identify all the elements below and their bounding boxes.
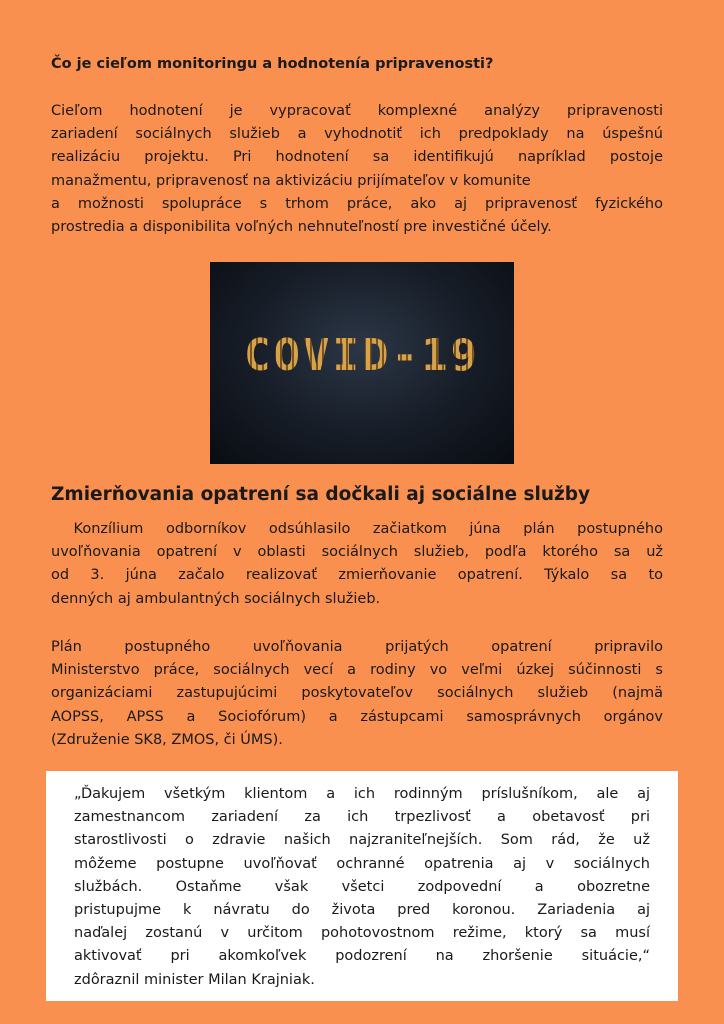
text-line: AOPSS, APSS a Sociofórum) a zástupcami samosprávnych orgánov [51, 708, 663, 725]
text-line: realizáciu projektu. Pri hodnotení sa identifikujú napríklad postoje [51, 149, 663, 166]
text-line: uvoľňovania opatrení v oblasti sociálnych služieb, podľa ktorého sa už [51, 544, 663, 561]
text-line: a možnosti spolupráce s trhom práce, ako aj pripravenosť fyzického [51, 195, 663, 212]
covid-19-photo [210, 262, 514, 464]
paragraph-relaxation [51, 518, 663, 611]
text-line: manažmentu, pripravenosť na aktivizáciu prijímateľov v komunite [51, 172, 531, 189]
text-line: starostlivosti o zdravie našich najzraniteľnejších. Som rád, že už [74, 832, 650, 849]
text-line: zdôraznil minister Milan Krajniak. [74, 971, 315, 988]
text-line: od 3. júna začalo realizovať zmierňovanie opatrení. Týkalo sa to [51, 567, 663, 584]
text-line: Cieľom hodnotení je vypracovať komplexné analýzy pripravenosti [51, 103, 663, 119]
text-line: denných aj ambulantných sociálnych služieb. [51, 590, 381, 607]
section-heading: Zmierňovania opatrení sa dočkali aj sociálne služby [51, 484, 591, 505]
text-line: „Ďakujem všetkým klientom a ich rodinným príslušníkom, ale aj [74, 786, 650, 802]
quote-box [46, 771, 678, 1001]
intro-paragraph [51, 100, 663, 239]
text-line: Ministerstvo práce, sociálnych vecí a rodiny vo veľmi úzkej súčinnosti s [51, 662, 663, 679]
text-line: Konzílium odborníkov odsúhlasilo začiatkom júna plán postupného [51, 521, 663, 537]
text-line: aktivovať pri akomkoľvek podozrení na zhoršenie situácie,“ [74, 948, 650, 965]
text-line: pristupujme k návratu do života pred koronou. Zariadenia aj [74, 902, 650, 919]
question-heading: Čo je cieľom monitoringu a hodnotenía pripravenosti? [51, 56, 494, 72]
text-line: prostredia a disponibilita voľných nehnuteľností pre investičné účely. [51, 219, 552, 236]
text-line: (Združenie SK8, ZMOS, či ÚMS). [51, 731, 283, 748]
covid-19-pill-lettering: COVID-19 [210, 330, 514, 381]
minister-quote [74, 783, 650, 992]
paragraph-plan [51, 636, 663, 752]
text-line: organizáciami zastupujúcimi poskytovateľov sociálnych služieb (najmä [51, 685, 663, 702]
text-line: naďalej zostanú v určitom pohotovostnom režime, ktorý sa musí [74, 925, 650, 942]
text-line: Plán postupného uvoľňovania prijatých opatrení pripravilo [51, 639, 663, 655]
text-line: službách. Ostaňme však všetci zodpovední a obozretne [74, 878, 650, 895]
text-line: môžeme postupne uvoľňovať ochranné opatrenia aj v sociálnych [74, 855, 650, 872]
text-line: zamestnancom zariadení za ich trpezlivosť a obetavosť pri [74, 809, 650, 826]
text-line: zariadení sociálnych služieb a vyhodnotiť ich predpoklady na úspešnú [51, 126, 663, 143]
